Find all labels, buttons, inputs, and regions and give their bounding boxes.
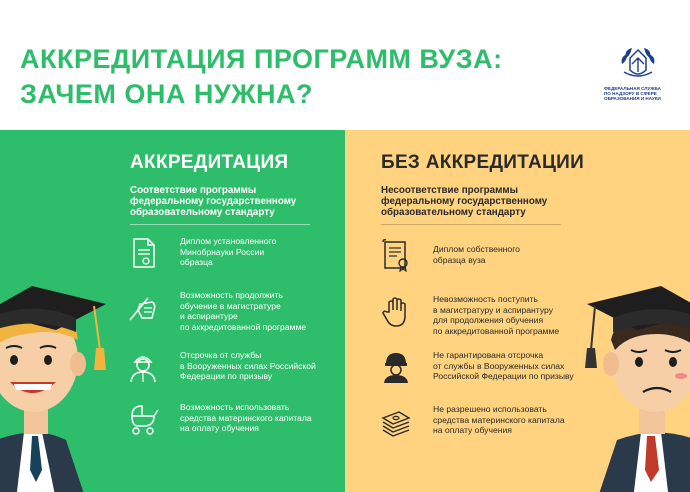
baby-stroller-icon [126, 402, 160, 436]
happy-graduate-illustration [0, 200, 126, 492]
benefit-item [126, 350, 338, 384]
header [0, 0, 690, 130]
drawback-line: для продолжения обучения [433, 315, 544, 325]
benefit-item [126, 402, 338, 436]
benefit-line: Возможность использовать [180, 402, 290, 412]
benefit-line: Федерации по призыву [180, 371, 273, 381]
logo [604, 44, 674, 124]
page-title-line-1: АККРЕДИТАЦИЯ ПРОГРАММ ВУЗА: [20, 44, 503, 74]
drawback-line: по аккредитованной программе [433, 325, 560, 336]
benefit-line: по аккредитованной программе [180, 321, 307, 332]
drawback-item [379, 404, 609, 438]
drawback-item [379, 350, 609, 384]
accredited-subtitle [130, 185, 320, 218]
subtitle-line: образовательному стандарту [130, 207, 275, 218]
not-accredited-heading: БЕЗ АККРЕДИТАЦИИ [381, 152, 585, 173]
drawback-item [379, 238, 609, 272]
drawback-text [433, 294, 559, 336]
certificate-icon [379, 238, 413, 272]
drawback-line: средства материнского капитала [433, 414, 565, 425]
subtitle-line: федеральному государственному [381, 196, 548, 207]
divider [381, 224, 561, 225]
drawback-item [379, 294, 609, 336]
drawback-line: Не гарантирована отсрочка [433, 350, 544, 360]
benefit-line: Возможность продолжить [180, 290, 283, 300]
soldier-icon [126, 350, 160, 384]
logo-text-line: ОБРАЗОВАНИЯ И НАУКИ [604, 96, 661, 101]
accredited-panel [0, 130, 345, 492]
benefit-text [180, 402, 312, 434]
drawback-text [433, 404, 565, 436]
drawback-line: Невозможность поступить [433, 294, 538, 304]
benefit-line: Диплом установленного [180, 236, 277, 246]
divider [130, 224, 310, 225]
benefit-line: образца [180, 257, 213, 267]
benefit-line: в Вооруженных силах Российской [180, 360, 316, 371]
drawback-line: Российской Федерации по призыву [433, 371, 574, 381]
subtitle-line: Несоответствие программы [381, 185, 518, 196]
benefit-text [180, 350, 316, 382]
drawback-line: от службы в Вооруженных силах [433, 360, 565, 371]
benefit-line: на оплату обучения [180, 423, 259, 433]
subtitle-line: образовательному стандарту [381, 207, 526, 218]
drawback-line: в магистратуру и аспирантуру [433, 304, 554, 315]
benefit-item [126, 236, 338, 270]
logo-text [604, 86, 666, 101]
benefit-line: Отсрочка от службы [180, 350, 262, 360]
benefit-text [180, 236, 276, 268]
benefit-item [126, 290, 338, 332]
hand-pen-icon [126, 290, 160, 324]
drawback-text [433, 350, 574, 382]
drawback-line: на оплату обучения [433, 425, 512, 435]
page-title-line-2: ЗАЧЕМ ОНА НУЖНА? [20, 79, 314, 109]
drawback-text [433, 244, 520, 265]
drawback-line: Диплом собственного [433, 244, 520, 254]
stop-hand-icon [379, 294, 413, 328]
soldier-helmet-icon [379, 350, 413, 384]
logo-text-line: ПО НАДЗОРУ В СФЕРЕ [604, 91, 657, 96]
benefit-line: и аспирантуре [180, 311, 238, 321]
benefit-line: средства материнского капитала [180, 412, 312, 423]
not-accredited-subtitle [381, 185, 571, 218]
subtitle-line: федеральному государственному [130, 196, 297, 207]
page-title [20, 42, 580, 112]
benefit-text [180, 290, 306, 332]
diploma-icon [126, 236, 160, 270]
not-accredited-panel [345, 130, 690, 492]
logo-text-line: ФЕДЕРАЛЬНАЯ СЛУЖБА [604, 86, 661, 91]
drawback-line: образца вуза [433, 254, 486, 265]
accredited-heading: АККРЕДИТАЦИЯ [130, 152, 289, 173]
drawback-line: Не разрешено использовать [433, 404, 547, 414]
federal-service-emblem-icon [618, 44, 658, 84]
money-stack-icon [379, 404, 413, 438]
subtitle-line: Соответствие программы [130, 185, 257, 196]
benefit-line: Минобрнауки России [180, 246, 265, 257]
benefit-line: обучение в магистратуре [180, 300, 281, 311]
